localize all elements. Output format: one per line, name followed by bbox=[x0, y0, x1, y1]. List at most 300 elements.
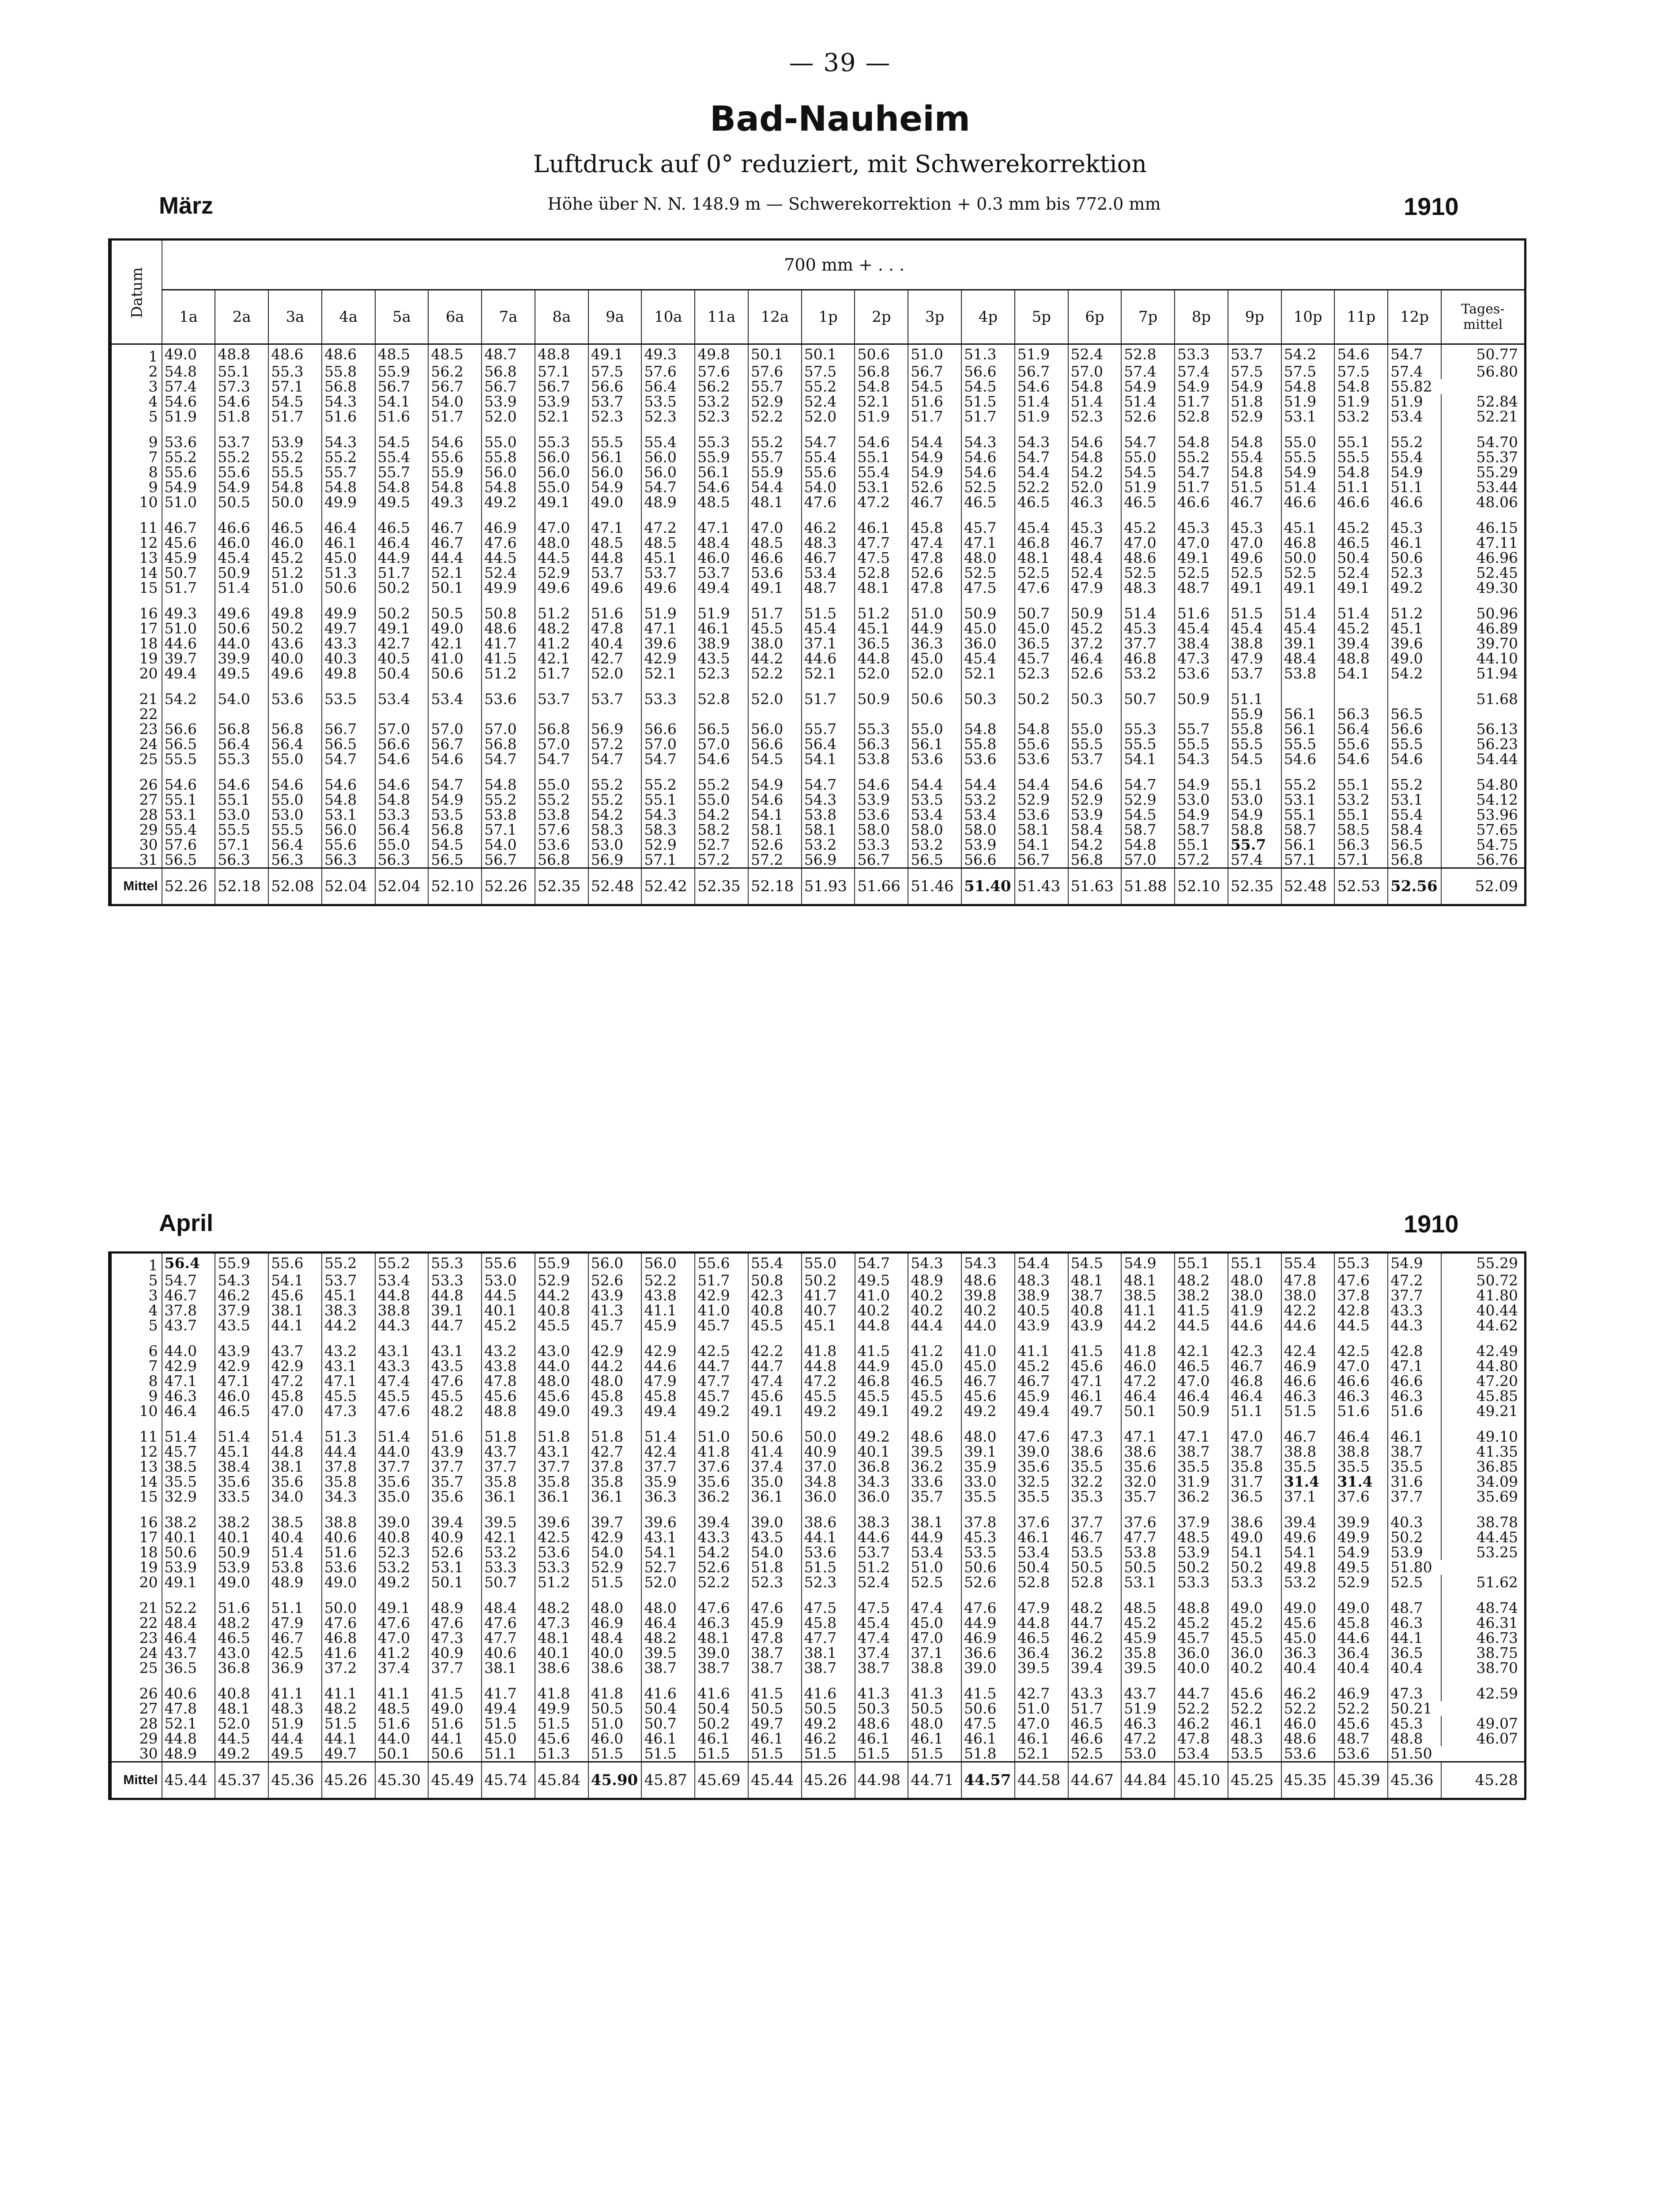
day-cell: 22 bbox=[139, 707, 158, 722]
value-cell: 51.2 bbox=[855, 606, 908, 621]
value-cell: 54.5 bbox=[1121, 465, 1175, 480]
value-cell: 49.2 bbox=[1388, 580, 1441, 595]
value-cell: 49.2 bbox=[855, 1429, 908, 1444]
value-cell: 45.2 bbox=[1068, 621, 1122, 636]
value-cell: 51.5 bbox=[802, 606, 855, 621]
value-cell: 56.8 bbox=[428, 822, 482, 837]
hour-header: 1p bbox=[802, 290, 855, 344]
table-april bbox=[108, 1251, 1526, 1800]
value-cell: 45.2 bbox=[268, 550, 322, 565]
value-cell: 54.4 bbox=[961, 777, 1015, 792]
value-cell: 47.6 bbox=[802, 495, 855, 510]
value-cell: 47.8 bbox=[482, 1374, 535, 1389]
value-cell: 45.2 bbox=[1015, 1359, 1068, 1374]
value-cell: 50.1 bbox=[1121, 1404, 1175, 1419]
hour-header: 5a bbox=[375, 290, 429, 344]
value-cell: 54.9 bbox=[1334, 1545, 1388, 1560]
value-cell: 55.6 bbox=[215, 465, 268, 480]
value-cell: 55.0 bbox=[695, 792, 748, 807]
value-cell: 55.4 bbox=[802, 450, 855, 465]
value-cell: 55.7 bbox=[802, 722, 855, 737]
daily-mean-cell: 48.74 bbox=[1441, 1601, 1524, 1616]
value-cell: 45.8 bbox=[268, 1389, 322, 1404]
value-cell: 37.8 bbox=[588, 1459, 642, 1474]
daily-mean-cell: 45.85 bbox=[1441, 1389, 1524, 1404]
hour-header: 5p bbox=[1015, 290, 1068, 344]
value-cell: 46.5 bbox=[1015, 495, 1068, 510]
value-cell: 49.0 bbox=[1334, 1601, 1388, 1616]
value-cell: 39.5 bbox=[908, 1444, 961, 1459]
value-cell: 43.3 bbox=[375, 1359, 429, 1374]
value-cell: 42.5 bbox=[695, 1344, 748, 1359]
value-cell: 38.2 bbox=[215, 1515, 268, 1530]
value-cell: 47.6 bbox=[1334, 1273, 1388, 1288]
value-cell: 56.0 bbox=[482, 465, 535, 480]
value-cell: 46.8 bbox=[1015, 535, 1068, 550]
value-cell: 43.1 bbox=[535, 1444, 588, 1459]
value-cell: 55.0 bbox=[268, 752, 322, 767]
value-cell: 48.2 bbox=[641, 1631, 695, 1646]
value-cell: 43.9 bbox=[1015, 1318, 1068, 1333]
value-cell bbox=[428, 707, 482, 722]
value-cell: 56.5 bbox=[908, 852, 961, 868]
day-cell: 23 bbox=[139, 722, 158, 737]
value-cell: 51.2 bbox=[535, 606, 588, 621]
value-cell: 47.6 bbox=[961, 1601, 1015, 1616]
value-cell: 54.5 bbox=[961, 379, 1015, 394]
daily-mean-cell: 47.11 bbox=[1441, 535, 1524, 550]
hour-header: 1a bbox=[162, 290, 215, 344]
value-cell: 47.8 bbox=[908, 580, 961, 595]
value-cell: 46.1 bbox=[695, 621, 748, 636]
value-cell: 45.7 bbox=[1175, 1631, 1228, 1646]
value-cell: 45.6 bbox=[748, 1389, 802, 1404]
value-cell: 37.4 bbox=[748, 1459, 802, 1474]
value-cell: 55.2 bbox=[322, 1254, 375, 1273]
value-cell: 43.5 bbox=[748, 1530, 802, 1545]
mean-cell: 45.36 bbox=[268, 1762, 322, 1798]
value-cell: 57.0 bbox=[535, 737, 588, 752]
value-cell: 40.9 bbox=[802, 1444, 855, 1459]
value-cell: 53.5 bbox=[1068, 1545, 1122, 1560]
value-cell: 45.4 bbox=[855, 1616, 908, 1631]
value-cell: 49.5 bbox=[268, 1746, 322, 1762]
value-cell: 48.9 bbox=[268, 1575, 322, 1590]
value-cell: 51.9 bbox=[1121, 480, 1175, 495]
value-cell: 38.9 bbox=[1015, 1288, 1068, 1303]
value-cell: 53.9 bbox=[215, 1560, 268, 1575]
table-row bbox=[112, 1273, 1524, 1288]
value-cell: 45.9 bbox=[1121, 1631, 1175, 1646]
value-cell: 55.4 bbox=[748, 1254, 802, 1273]
table-row bbox=[112, 1429, 1524, 1444]
value-cell: 48.5 bbox=[428, 344, 482, 365]
day-cell: 25 bbox=[139, 1661, 158, 1676]
value-cell: 52.8 bbox=[855, 565, 908, 580]
value-cell: 48.4 bbox=[482, 1601, 535, 1616]
daily-mean-cell: 46.73 bbox=[1441, 1631, 1524, 1646]
day-cell: 10 bbox=[139, 495, 158, 510]
value-cell: 46.1 bbox=[961, 1731, 1015, 1746]
mean-cell: 45.49 bbox=[428, 1762, 482, 1798]
value-cell: 52.2 bbox=[1228, 1701, 1281, 1716]
value-cell: 54.1 bbox=[748, 807, 802, 822]
value-cell: 45.5 bbox=[322, 1389, 375, 1404]
value-cell: 48.3 bbox=[1228, 1731, 1281, 1746]
value-cell: 52.3 bbox=[588, 409, 642, 424]
mean-row bbox=[112, 1762, 1524, 1798]
value-cell: 45.0 bbox=[908, 1616, 961, 1631]
daily-mean-cell: 38.70 bbox=[1441, 1661, 1524, 1676]
value-cell: 49.0 bbox=[322, 1575, 375, 1590]
table-row bbox=[112, 520, 1524, 535]
value-cell: 39.5 bbox=[641, 1646, 695, 1661]
value-cell: 55.4 bbox=[375, 450, 429, 465]
value-cell: 55.0 bbox=[535, 777, 588, 792]
value-cell: 56.5 bbox=[162, 852, 215, 868]
value-cell: 36.8 bbox=[855, 1459, 908, 1474]
value-cell: 40.4 bbox=[268, 1530, 322, 1545]
day-cell: 2 bbox=[148, 364, 158, 379]
value-cell: 44.9 bbox=[908, 1530, 961, 1545]
value-cell: 56.4 bbox=[215, 737, 268, 752]
value-cell: 38.2 bbox=[162, 1515, 215, 1530]
value-cell: 55.9 bbox=[375, 364, 429, 379]
table-row bbox=[112, 409, 1524, 424]
value-cell: 46.1 bbox=[1388, 1429, 1441, 1444]
value-cell: 54.3 bbox=[802, 792, 855, 807]
value-cell: 55.3 bbox=[215, 752, 268, 767]
value-cell: 36.3 bbox=[641, 1489, 695, 1504]
value-cell: 38.3 bbox=[322, 1303, 375, 1318]
value-cell: 41.6 bbox=[641, 1686, 695, 1701]
value-cell: 51.7 bbox=[1068, 1701, 1122, 1716]
value-cell: 42.2 bbox=[748, 1344, 802, 1359]
value-cell: 45.9 bbox=[641, 1318, 695, 1333]
value-cell: 44.4 bbox=[908, 1318, 961, 1333]
value-cell: 45.6 bbox=[162, 535, 215, 550]
value-cell: 55.7 bbox=[1175, 722, 1228, 737]
value-cell: 53.6 bbox=[322, 1560, 375, 1575]
value-cell: 41.7 bbox=[482, 636, 535, 651]
value-cell: 38.7 bbox=[1068, 1288, 1122, 1303]
value-cell: 48.2 bbox=[428, 1404, 482, 1419]
value-cell: 47.5 bbox=[961, 1716, 1015, 1731]
value-cell: 46.1 bbox=[1228, 1716, 1281, 1731]
value-cell: 51.5 bbox=[322, 1716, 375, 1731]
value-cell: 56.5 bbox=[428, 852, 482, 868]
value-cell: 48.5 bbox=[641, 535, 695, 550]
value-cell: 47.4 bbox=[375, 1374, 429, 1389]
day-cell: 1 bbox=[148, 1257, 158, 1273]
value-cell: 52.8 bbox=[1121, 344, 1175, 365]
value-cell: 49.4 bbox=[1015, 1404, 1068, 1419]
value-cell: 32.5 bbox=[1015, 1474, 1068, 1489]
value-cell: 44.6 bbox=[802, 651, 855, 666]
value-cell: 46.0 bbox=[1281, 1716, 1335, 1731]
value-cell: 44.4 bbox=[268, 1731, 322, 1746]
value-cell: 46.5 bbox=[908, 1374, 961, 1389]
value-cell: 54.8 bbox=[1015, 722, 1068, 737]
value-cell: 50.6 bbox=[961, 1701, 1015, 1716]
value-cell: 39.0 bbox=[695, 1646, 748, 1661]
value-cell: 35.5 bbox=[1334, 1459, 1388, 1474]
value-cell: 42.9 bbox=[268, 1359, 322, 1374]
value-cell: 54.6 bbox=[268, 777, 322, 792]
day-cell: 8 bbox=[148, 465, 158, 480]
value-cell: 53.0 bbox=[482, 1273, 535, 1288]
value-cell: 54.2 bbox=[162, 692, 215, 707]
table-row bbox=[112, 621, 1524, 636]
value-cell: 46.7 bbox=[1068, 1530, 1122, 1545]
value-cell: 35.8 bbox=[1228, 1459, 1281, 1474]
value-cell: 39.7 bbox=[162, 651, 215, 666]
value-cell: 38.7 bbox=[695, 1661, 748, 1676]
value-cell: 51.9 bbox=[1281, 394, 1335, 409]
mean-cell: 52.18 bbox=[748, 868, 802, 904]
day-cell: 11 bbox=[139, 1429, 158, 1444]
hour-header: 6p bbox=[1068, 290, 1122, 344]
mean-cell: 52.18 bbox=[215, 868, 268, 904]
value-cell: 53.6 bbox=[1015, 752, 1068, 767]
table-row bbox=[112, 666, 1524, 681]
value-cell: 48.5 bbox=[748, 535, 802, 550]
daily-mean-cell: 56.80 bbox=[1441, 364, 1524, 379]
value-cell: 39.4 bbox=[1281, 1515, 1335, 1530]
table-row bbox=[112, 777, 1524, 792]
value-cell: 50.6 bbox=[748, 1429, 802, 1444]
table-row bbox=[112, 1686, 1524, 1701]
value-cell: 48.7 bbox=[802, 580, 855, 595]
value-cell: 49.2 bbox=[802, 1404, 855, 1419]
value-cell: 55.2 bbox=[1388, 435, 1441, 450]
mean-cell: 52.04 bbox=[322, 868, 375, 904]
value-cell: 54.7 bbox=[641, 480, 695, 495]
value-cell: 54.4 bbox=[748, 480, 802, 495]
value-cell: 47.6 bbox=[375, 1404, 429, 1419]
value-cell: 45.6 bbox=[535, 1731, 588, 1746]
value-cell: 52.8 bbox=[1015, 1575, 1068, 1590]
value-cell: 46.0 bbox=[695, 550, 748, 565]
value-cell: 56.0 bbox=[748, 722, 802, 737]
value-cell: 48.1 bbox=[1068, 1273, 1122, 1288]
value-cell: 37.4 bbox=[855, 1646, 908, 1661]
value-cell: 45.1 bbox=[322, 1288, 375, 1303]
value-cell: 55.0 bbox=[802, 1254, 855, 1273]
value-cell: 47.3 bbox=[535, 1616, 588, 1631]
value-cell: 43.9 bbox=[1068, 1318, 1122, 1333]
value-cell: 53.0 bbox=[268, 807, 322, 822]
mean-cell: 44.57 bbox=[961, 1762, 1015, 1798]
value-cell: 51.0 bbox=[162, 495, 215, 510]
value-cell: 38.7 bbox=[748, 1661, 802, 1676]
value-cell: 44.8 bbox=[588, 550, 642, 565]
value-cell: 54.9 bbox=[908, 465, 961, 480]
table-row bbox=[112, 1601, 1524, 1616]
value-cell: 44.0 bbox=[215, 636, 268, 651]
value-cell: 49.1 bbox=[162, 1575, 215, 1590]
value-cell: 51.1 bbox=[1388, 480, 1441, 495]
value-cell: 56.7 bbox=[908, 364, 961, 379]
value-cell: 57.3 bbox=[215, 379, 268, 394]
value-cell: 55.1 bbox=[641, 792, 695, 807]
value-cell: 34.3 bbox=[322, 1489, 375, 1504]
value-cell: 52.2 bbox=[748, 409, 802, 424]
value-cell: 54.1 bbox=[1228, 1545, 1281, 1560]
value-cell: 47.5 bbox=[802, 1601, 855, 1616]
value-cell: 50.2 bbox=[375, 606, 429, 621]
value-cell: 38.8 bbox=[1281, 1444, 1335, 1459]
value-cell: 42.8 bbox=[1334, 1303, 1388, 1318]
table-row bbox=[112, 1575, 1524, 1590]
daily-mean-cell: 50.96 bbox=[1441, 606, 1524, 621]
value-cell: 46.4 bbox=[1175, 1389, 1228, 1404]
value-cell: 39.5 bbox=[482, 1515, 535, 1530]
daily-mean-cell: 41.80 bbox=[1441, 1288, 1524, 1303]
value-cell: 49.6 bbox=[535, 580, 588, 595]
value-cell: 55.8 bbox=[961, 737, 1015, 752]
value-cell: 40.5 bbox=[375, 651, 429, 666]
value-cell: 49.9 bbox=[322, 606, 375, 621]
value-cell: 52.4 bbox=[855, 1575, 908, 1590]
value-cell: 54.5 bbox=[1068, 1254, 1122, 1273]
value-cell: 53.4 bbox=[1175, 1746, 1228, 1762]
value-cell: 49.9 bbox=[1334, 1530, 1388, 1545]
value-cell: 52.9 bbox=[641, 837, 695, 852]
value-cell: 39.9 bbox=[1334, 1515, 1388, 1530]
value-cell: 44.4 bbox=[322, 1444, 375, 1459]
value-cell: 39.0 bbox=[1015, 1444, 1068, 1459]
value-cell: 48.0 bbox=[641, 1601, 695, 1616]
value-cell: 45.1 bbox=[215, 1444, 268, 1459]
hour-header: 12a bbox=[748, 290, 802, 344]
value-cell: 41.0 bbox=[428, 651, 482, 666]
value-cell: 54.8 bbox=[961, 722, 1015, 737]
value-cell: 54.1 bbox=[1015, 837, 1068, 852]
value-cell: 55.4 bbox=[1388, 450, 1441, 465]
value-cell: 46.1 bbox=[322, 535, 375, 550]
value-cell: 57.0 bbox=[482, 722, 535, 737]
value-cell: 40.2 bbox=[1228, 1661, 1281, 1676]
value-cell: 55.1 bbox=[1334, 807, 1388, 822]
value-cell: 50.0 bbox=[268, 495, 322, 510]
value-cell: 54.3 bbox=[215, 1273, 268, 1288]
value-cell: 56.4 bbox=[162, 1254, 215, 1273]
value-cell: 40.1 bbox=[215, 1530, 268, 1545]
value-cell: 47.6 bbox=[375, 1616, 429, 1631]
value-cell: 51.5 bbox=[802, 1560, 855, 1575]
value-cell: 39.7 bbox=[588, 1515, 642, 1530]
value-cell: 54.7 bbox=[162, 1273, 215, 1288]
value-cell: 49.9 bbox=[535, 1701, 588, 1716]
value-cell: 53.2 bbox=[482, 1545, 535, 1560]
daily-mean-cell: 50.72 bbox=[1441, 1273, 1524, 1288]
value-cell: 47.2 bbox=[641, 520, 695, 535]
value-cell: 53.2 bbox=[1281, 1575, 1335, 1590]
value-cell: 40.4 bbox=[1281, 1661, 1335, 1676]
day-cell: 17 bbox=[139, 1530, 158, 1545]
value-cell: 36.0 bbox=[802, 1489, 855, 1504]
value-cell: 53.2 bbox=[1334, 409, 1388, 424]
mean-cell: 45.30 bbox=[375, 1762, 429, 1798]
value-cell: 46.3 bbox=[1388, 1389, 1441, 1404]
value-cell: 55.0 bbox=[535, 480, 588, 495]
value-cell: 56.8 bbox=[215, 722, 268, 737]
value-cell: 37.0 bbox=[802, 1459, 855, 1474]
value-cell: 53.6 bbox=[908, 752, 961, 767]
value-cell: 53.4 bbox=[1388, 409, 1441, 424]
value-cell: 54.8 bbox=[1334, 465, 1388, 480]
value-cell: 42.7 bbox=[375, 636, 429, 651]
pressure-table-maerz bbox=[112, 241, 1524, 904]
value-cell: 41.2 bbox=[908, 1344, 961, 1359]
value-cell: 47.0 bbox=[1015, 1716, 1068, 1731]
value-cell: 39.8 bbox=[961, 1288, 1015, 1303]
value-cell: 55.4 bbox=[162, 822, 215, 837]
value-cell: 54.9 bbox=[1228, 379, 1281, 394]
day-cell: 17 bbox=[139, 621, 158, 636]
value-cell: 47.0 bbox=[908, 1631, 961, 1646]
row-gap bbox=[112, 1504, 1524, 1515]
value-cell: 40.2 bbox=[908, 1288, 961, 1303]
value-cell: 52.2 bbox=[1175, 1701, 1228, 1716]
value-cell: 50.2 bbox=[802, 1273, 855, 1288]
value-cell: 53.9 bbox=[1175, 1545, 1228, 1560]
value-cell: 48.0 bbox=[535, 535, 588, 550]
value-cell: 51.9 bbox=[1334, 394, 1388, 409]
daily-mean-cell: 55.29 bbox=[1441, 465, 1524, 480]
value-cell: 56.8 bbox=[855, 364, 908, 379]
value-cell: 54.6 bbox=[428, 435, 482, 450]
value-cell: 54.7 bbox=[1121, 435, 1175, 450]
value-cell: 48.4 bbox=[1281, 651, 1335, 666]
day-cell: 5 bbox=[148, 1273, 158, 1288]
value-cell: 55.1 bbox=[1175, 1254, 1228, 1273]
table-maerz bbox=[108, 238, 1526, 906]
value-cell: 46.1 bbox=[748, 1731, 802, 1746]
value-cell: 46.4 bbox=[322, 520, 375, 535]
value-cell: 53.1 bbox=[1281, 792, 1335, 807]
value-cell: 47.7 bbox=[802, 1631, 855, 1646]
value-cell: 47.1 bbox=[588, 520, 642, 535]
value-cell: 52.4 bbox=[1068, 565, 1122, 580]
value-cell: 47.8 bbox=[162, 1701, 215, 1716]
value-cell: 49.1 bbox=[535, 495, 588, 510]
value-cell: 52.9 bbox=[1121, 792, 1175, 807]
value-cell: 53.8 bbox=[802, 807, 855, 822]
value-cell: 52.3 bbox=[1068, 409, 1122, 424]
value-cell: 41.0 bbox=[695, 1303, 748, 1318]
value-cell: 56.7 bbox=[428, 379, 482, 394]
value-cell: 46.8 bbox=[1281, 535, 1335, 550]
value-cell: 55.2 bbox=[695, 777, 748, 792]
value-cell: 54.9 bbox=[1388, 465, 1441, 480]
value-cell: 54.6 bbox=[1281, 752, 1335, 767]
table-row bbox=[112, 1731, 1524, 1746]
value-cell: 50.3 bbox=[855, 1701, 908, 1716]
month-label-april: April bbox=[159, 1210, 214, 1236]
value-cell: 36.1 bbox=[748, 1489, 802, 1504]
mean-cell: 51.93 bbox=[802, 868, 855, 904]
value-cell: 54.0 bbox=[428, 394, 482, 409]
value-cell: 38.8 bbox=[908, 1661, 961, 1676]
value-cell: 46.2 bbox=[802, 520, 855, 535]
table-row bbox=[112, 1616, 1524, 1631]
value-cell: 51.6 bbox=[322, 409, 375, 424]
value-cell: 45.0 bbox=[322, 550, 375, 565]
value-cell: 54.7 bbox=[428, 777, 482, 792]
mean-cell: 45.44 bbox=[162, 1762, 215, 1798]
